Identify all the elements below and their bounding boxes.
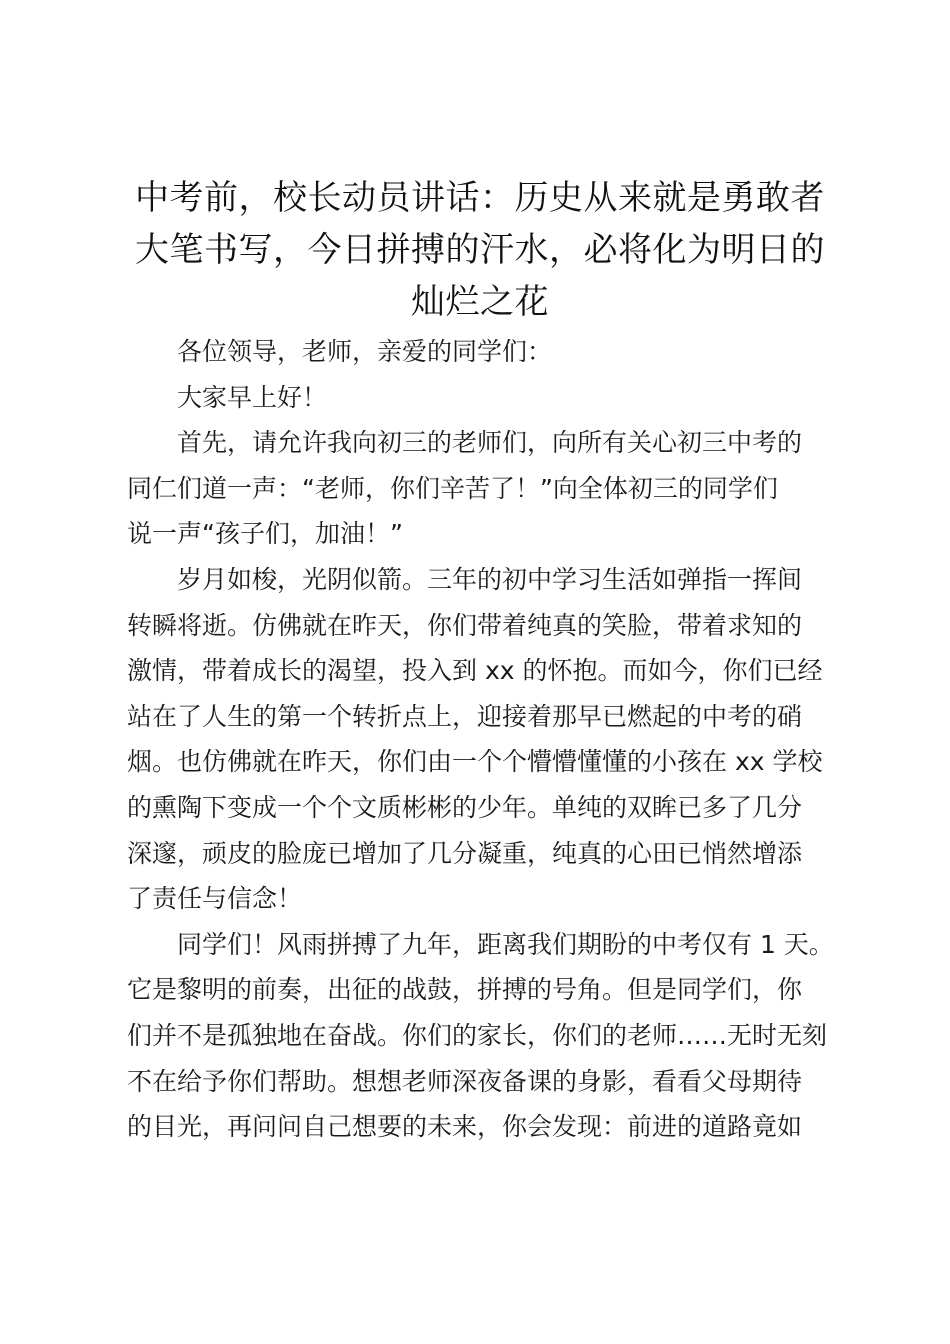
text-line: 不在给予你们帮助。想想老师深夜备课的身影，看看父母期待 <box>127 1066 803 1096</box>
paragraph-exam-countdown <box>127 922 837 1150</box>
text-line: 它是黎明的前奏，出征的战鼓，拼搏的号角。但是同学们，你 <box>127 975 803 1005</box>
text-line: 的熏陶下变成一个个文质彬彬的少年。单纯的双眸已多了几分 <box>127 792 803 822</box>
title-line-1: 中考前，校长动员讲话：历史从来就是勇敢者 <box>135 178 825 218</box>
text-line: 岁月如梭，光阴似箭。三年的初中学习生活如弹指一挥间 <box>177 564 803 594</box>
paragraph-time-flies <box>127 557 837 922</box>
paragraph-salutation <box>127 329 837 375</box>
title-line-2: 大笔书写，今日拼搏的汗水，必将化为明日的 <box>135 230 825 270</box>
paragraph-thanks <box>127 420 837 557</box>
text-line: 同学们！风雨拼搏了九年，距离我们期盼的中考仅有 1 天。 <box>177 929 834 959</box>
text-line: 同仁们道一声：“老师，你们辛苦了！”向全体初三的同学们 <box>127 473 778 503</box>
text-line: 烟。也仿佛就在昨天，你们由一个个懵懵懂懂的小孩在 xx 学校 <box>127 747 823 777</box>
document-title <box>122 172 838 328</box>
text-line: 们并不是孤独地在奋战。你们的家长，你们的老师……无时无刻 <box>127 1020 828 1050</box>
text-line: 各位领导，老师，亲爱的同学们： <box>177 337 553 366</box>
text-line: 站在了人生的第一个转折点上，迎接着那早已燃起的中考的硝 <box>127 701 803 731</box>
text-line: 的目光，再问问自己想要的未来，你会发现：前进的道路竟如 <box>127 1112 803 1142</box>
document-body <box>127 329 837 1150</box>
text-line: 转瞬将逝。仿佛就在昨天，你们带着纯真的笑脸，带着求知的 <box>127 610 803 640</box>
text-line: 说一声“孩子们，加油！” <box>127 519 403 549</box>
text-line: 大家早上好！ <box>177 382 328 412</box>
text-line: 激情，带着成长的渴望，投入到 xx 的怀抱。而如今，你们已经 <box>127 656 823 686</box>
text-line: 深邃，顽皮的脸庞已增加了几分凝重，纯真的心田已悄然增添 <box>127 838 803 868</box>
text-line: 了责任与信念！ <box>127 884 303 914</box>
text-line: 首先，请允许我向初三的老师们，向所有关心初三中考的 <box>177 428 803 458</box>
paragraph-greeting <box>127 375 837 421</box>
title-line-3: 灿烂之花 <box>411 282 549 322</box>
